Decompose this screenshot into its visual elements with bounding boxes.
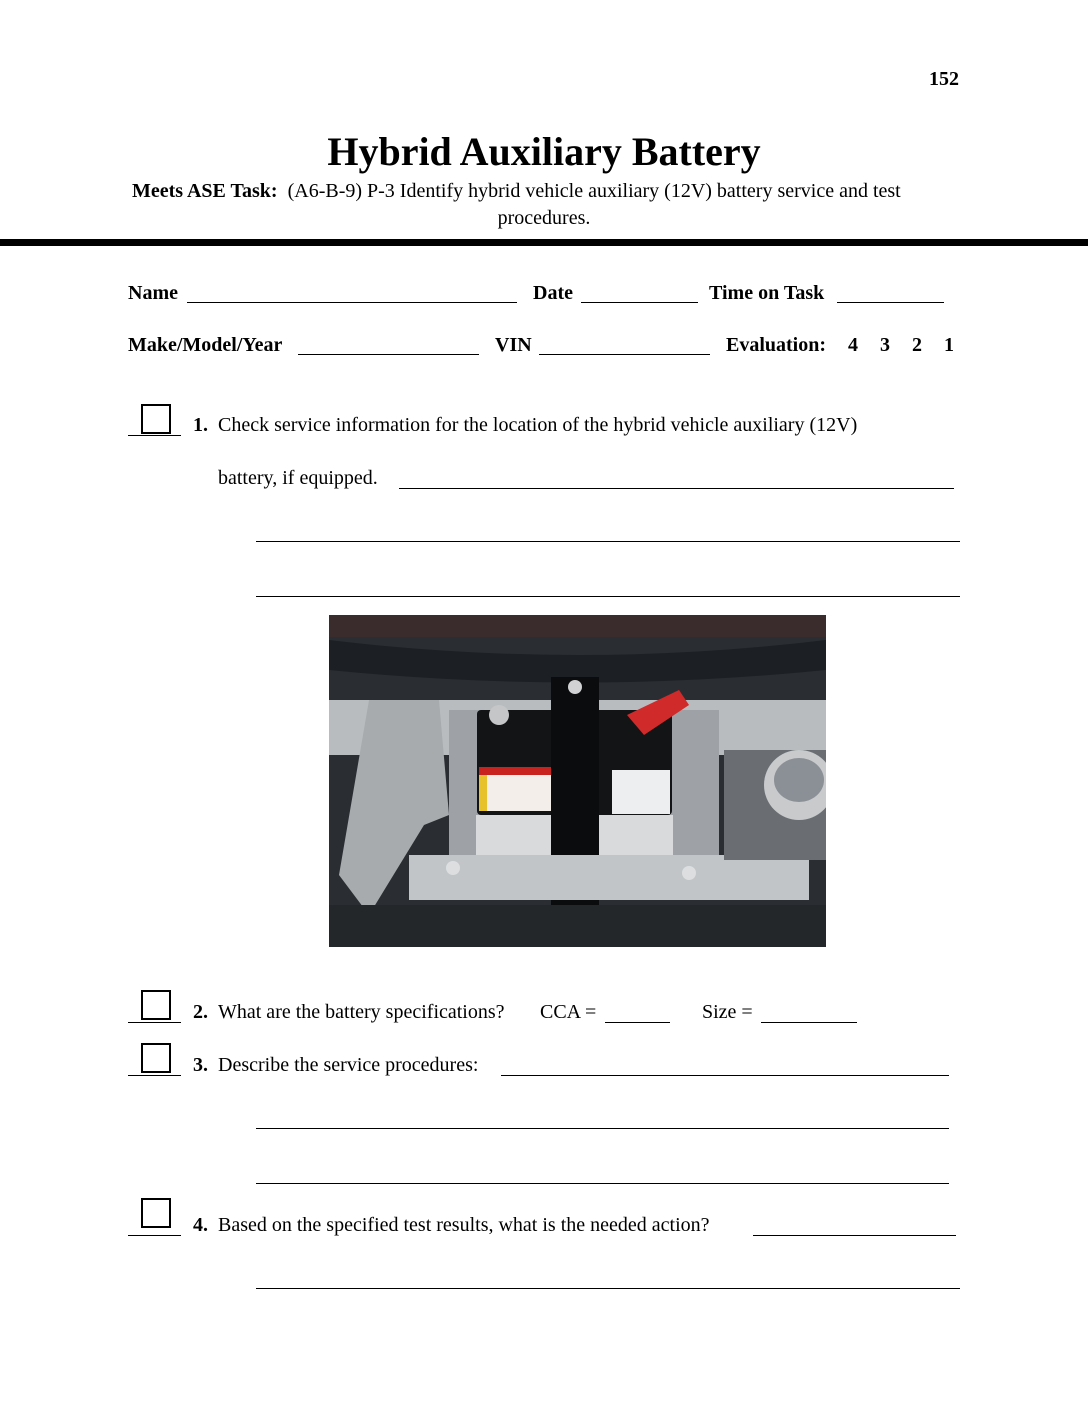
cca-label: CCA = (540, 1001, 597, 1023)
item-1-check-line (128, 435, 181, 436)
vin-label: VIN (495, 334, 532, 356)
header-rule (0, 239, 1088, 246)
item-2-checkbox[interactable] (141, 990, 171, 1020)
make-model-year-field[interactable] (298, 354, 479, 355)
item-2-text: What are the battery specifications? (218, 1001, 505, 1023)
item-2-check-line (128, 1022, 181, 1023)
evaluation-label: Evaluation: (726, 334, 827, 356)
ase-task-label: Meets ASE Task: (132, 180, 278, 202)
ase-task-text-cont: procedures. (497, 207, 591, 229)
page-title: Hybrid Auxiliary Battery (327, 129, 761, 174)
item-3-answer-line-3[interactable] (256, 1183, 949, 1184)
page-number: 152 (929, 68, 959, 90)
size-label: Size = (702, 1001, 753, 1023)
item-3-checkbox[interactable] (141, 1043, 171, 1073)
item-1-answer-line-2[interactable] (256, 541, 960, 542)
cca-field[interactable] (605, 1022, 670, 1023)
time-on-task-field[interactable] (837, 302, 944, 303)
size-field[interactable] (761, 1022, 857, 1023)
item-3-answer-line-1[interactable] (501, 1075, 949, 1076)
item-1-number: 1. (193, 414, 208, 436)
item-4-text: Based on the specified test results, what is the needed action? (218, 1214, 710, 1236)
name-field[interactable] (187, 302, 517, 303)
name-label: Name (128, 282, 178, 304)
item-4-checkbox[interactable] (141, 1198, 171, 1228)
item-1-answer-line-1[interactable] (399, 488, 954, 489)
date-label: Date (533, 282, 573, 304)
item-1-text: Check service information for the location of the hybrid vehicle auxiliary (12V) (218, 414, 858, 436)
item-1-text-cont: battery, if equipped. (218, 467, 378, 489)
item-4-number: 4. (193, 1214, 208, 1236)
item-4-answer-line-1[interactable] (753, 1235, 956, 1236)
item-3-text: Describe the service procedures: (218, 1054, 479, 1076)
ase-task-text: (A6-B-9) P-3 Identify hybrid vehicle auxiliary (12V) battery service and test (287, 180, 901, 202)
item-4-answer-line-2[interactable] (256, 1288, 960, 1289)
battery-photo (329, 615, 826, 947)
eval-score-3[interactable]: 3 (880, 334, 890, 356)
date-field[interactable] (581, 302, 698, 303)
item-1-checkbox[interactable] (141, 404, 171, 434)
eval-score-2[interactable]: 2 (912, 334, 922, 356)
item-1-answer-line-3[interactable] (256, 596, 960, 597)
vin-field[interactable] (539, 354, 710, 355)
eval-score-4[interactable]: 4 (848, 334, 858, 356)
item-3-answer-line-2[interactable] (256, 1128, 949, 1129)
item-2-number: 2. (193, 1001, 208, 1023)
item-4-check-line (128, 1235, 181, 1236)
item-3-number: 3. (193, 1054, 208, 1076)
item-3-check-line (128, 1075, 181, 1076)
ase-task (132, 179, 901, 203)
eval-score-1[interactable]: 1 (944, 334, 954, 356)
time-on-task-label: Time on Task (709, 282, 825, 304)
make-model-year-label: Make/Model/Year (128, 334, 283, 356)
